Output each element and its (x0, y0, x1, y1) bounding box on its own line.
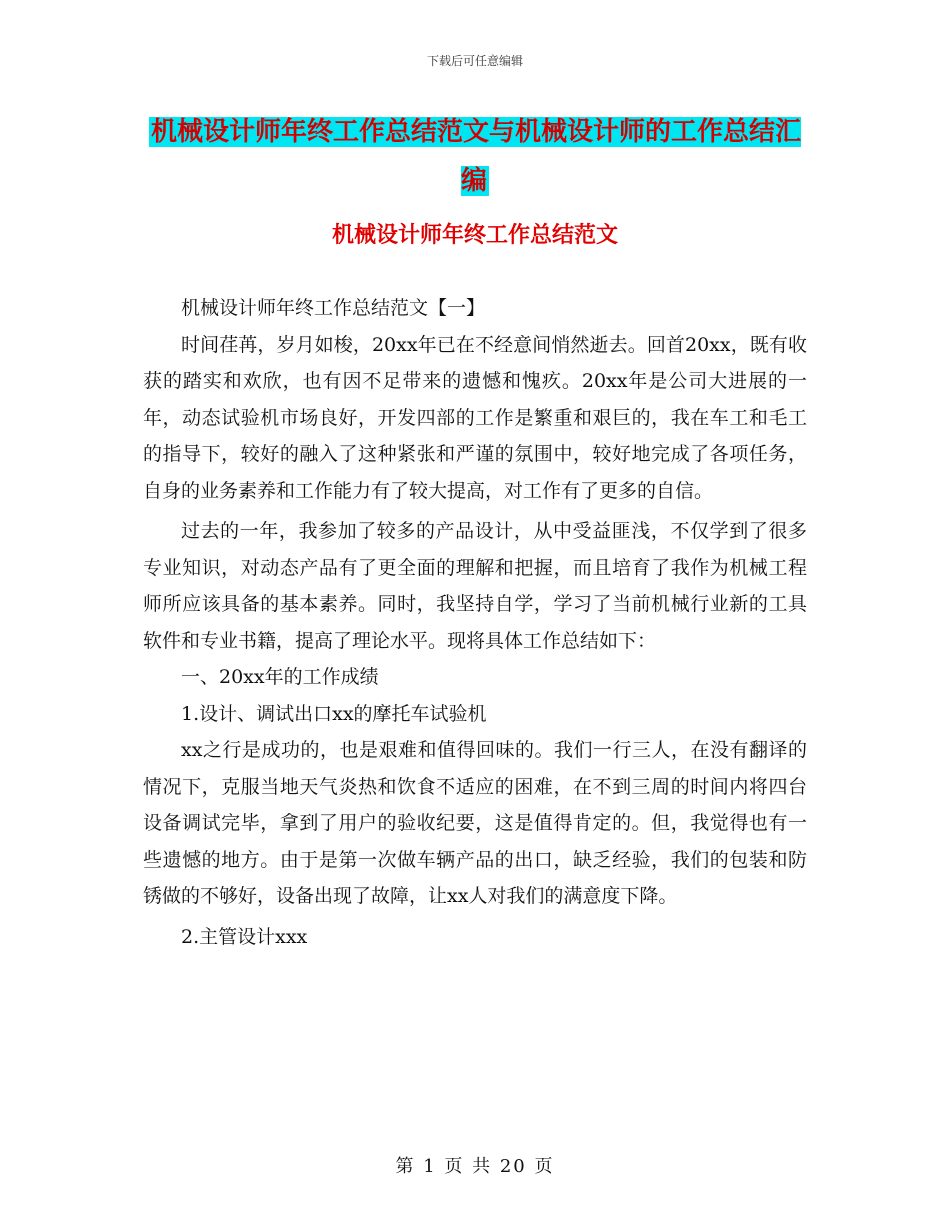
document-title-text: 机械设计师年终工作总结范文与机械设计师的工作总结汇编 (150, 117, 801, 196)
paragraph: xx之行是成功的，也是艰难和值得回味的。我们一行三人，在没有翻译的情况下，克服当地天气炎热和饮食不适应的困难，在不到三周的时间内将四台设备调试完毕，拿到了用户的验收纪要，这是值得肯定的。但，我觉得也有一些遗憾的地方。由于是第一次做车辆产品的出口，缺乏经验，我们的包装和防锈做的不够好，设备出现了故障，让xx人对我们的满意度下降。 (143, 739, 807, 907)
document-body (143, 290, 807, 955)
paragraph: 过去的一年，我参加了较多的产品设计，从中受益匪浅，不仅学到了很多专业知识，对动态产品有了更全面的理解和把握，而且培育了我作为机械工程师所应该具备的基本素养。同时，我坚持自学，学习了当前机械行业新的工具软件和专业书籍，提高了理论水平。现将具体工作总结如下： (143, 520, 807, 652)
paragraph-heading: 2.主管设计xxx (181, 925, 308, 948)
document-title (143, 108, 807, 206)
page-number: 第 1 页 共 20 页 (395, 1156, 555, 1177)
paragraph-subheading: 机械设计师年终工作总结范文【一】 (181, 297, 486, 319)
paragraph-heading: 一、20xx年的工作成绩 (181, 666, 379, 688)
paragraph: 时间荏苒，岁月如梭，20xx年已在不经意间悄然逝去。回首20xx，既有收获的踏实和欢欣，也有因不足带来的遗憾和愧疚。20xx年是公司大进展的一年，动态试验机市场良好，开发四部的工作是繁重和艰巨的，我在车工和毛工的指导下，较好的融入了这种紧张和严谨的氛围中，较好地完成了各项任务，自身的业务素养和工作能力有了较大提高，对工作有了更多的自信。 (143, 333, 807, 502)
section-title: 机械设计师年终工作总结范文 (331, 223, 618, 248)
paragraph-heading: 1.设计、调试出口xx的摩托车试验机 (181, 702, 487, 725)
page-header-note: 下载后可任意编辑 (426, 54, 523, 68)
